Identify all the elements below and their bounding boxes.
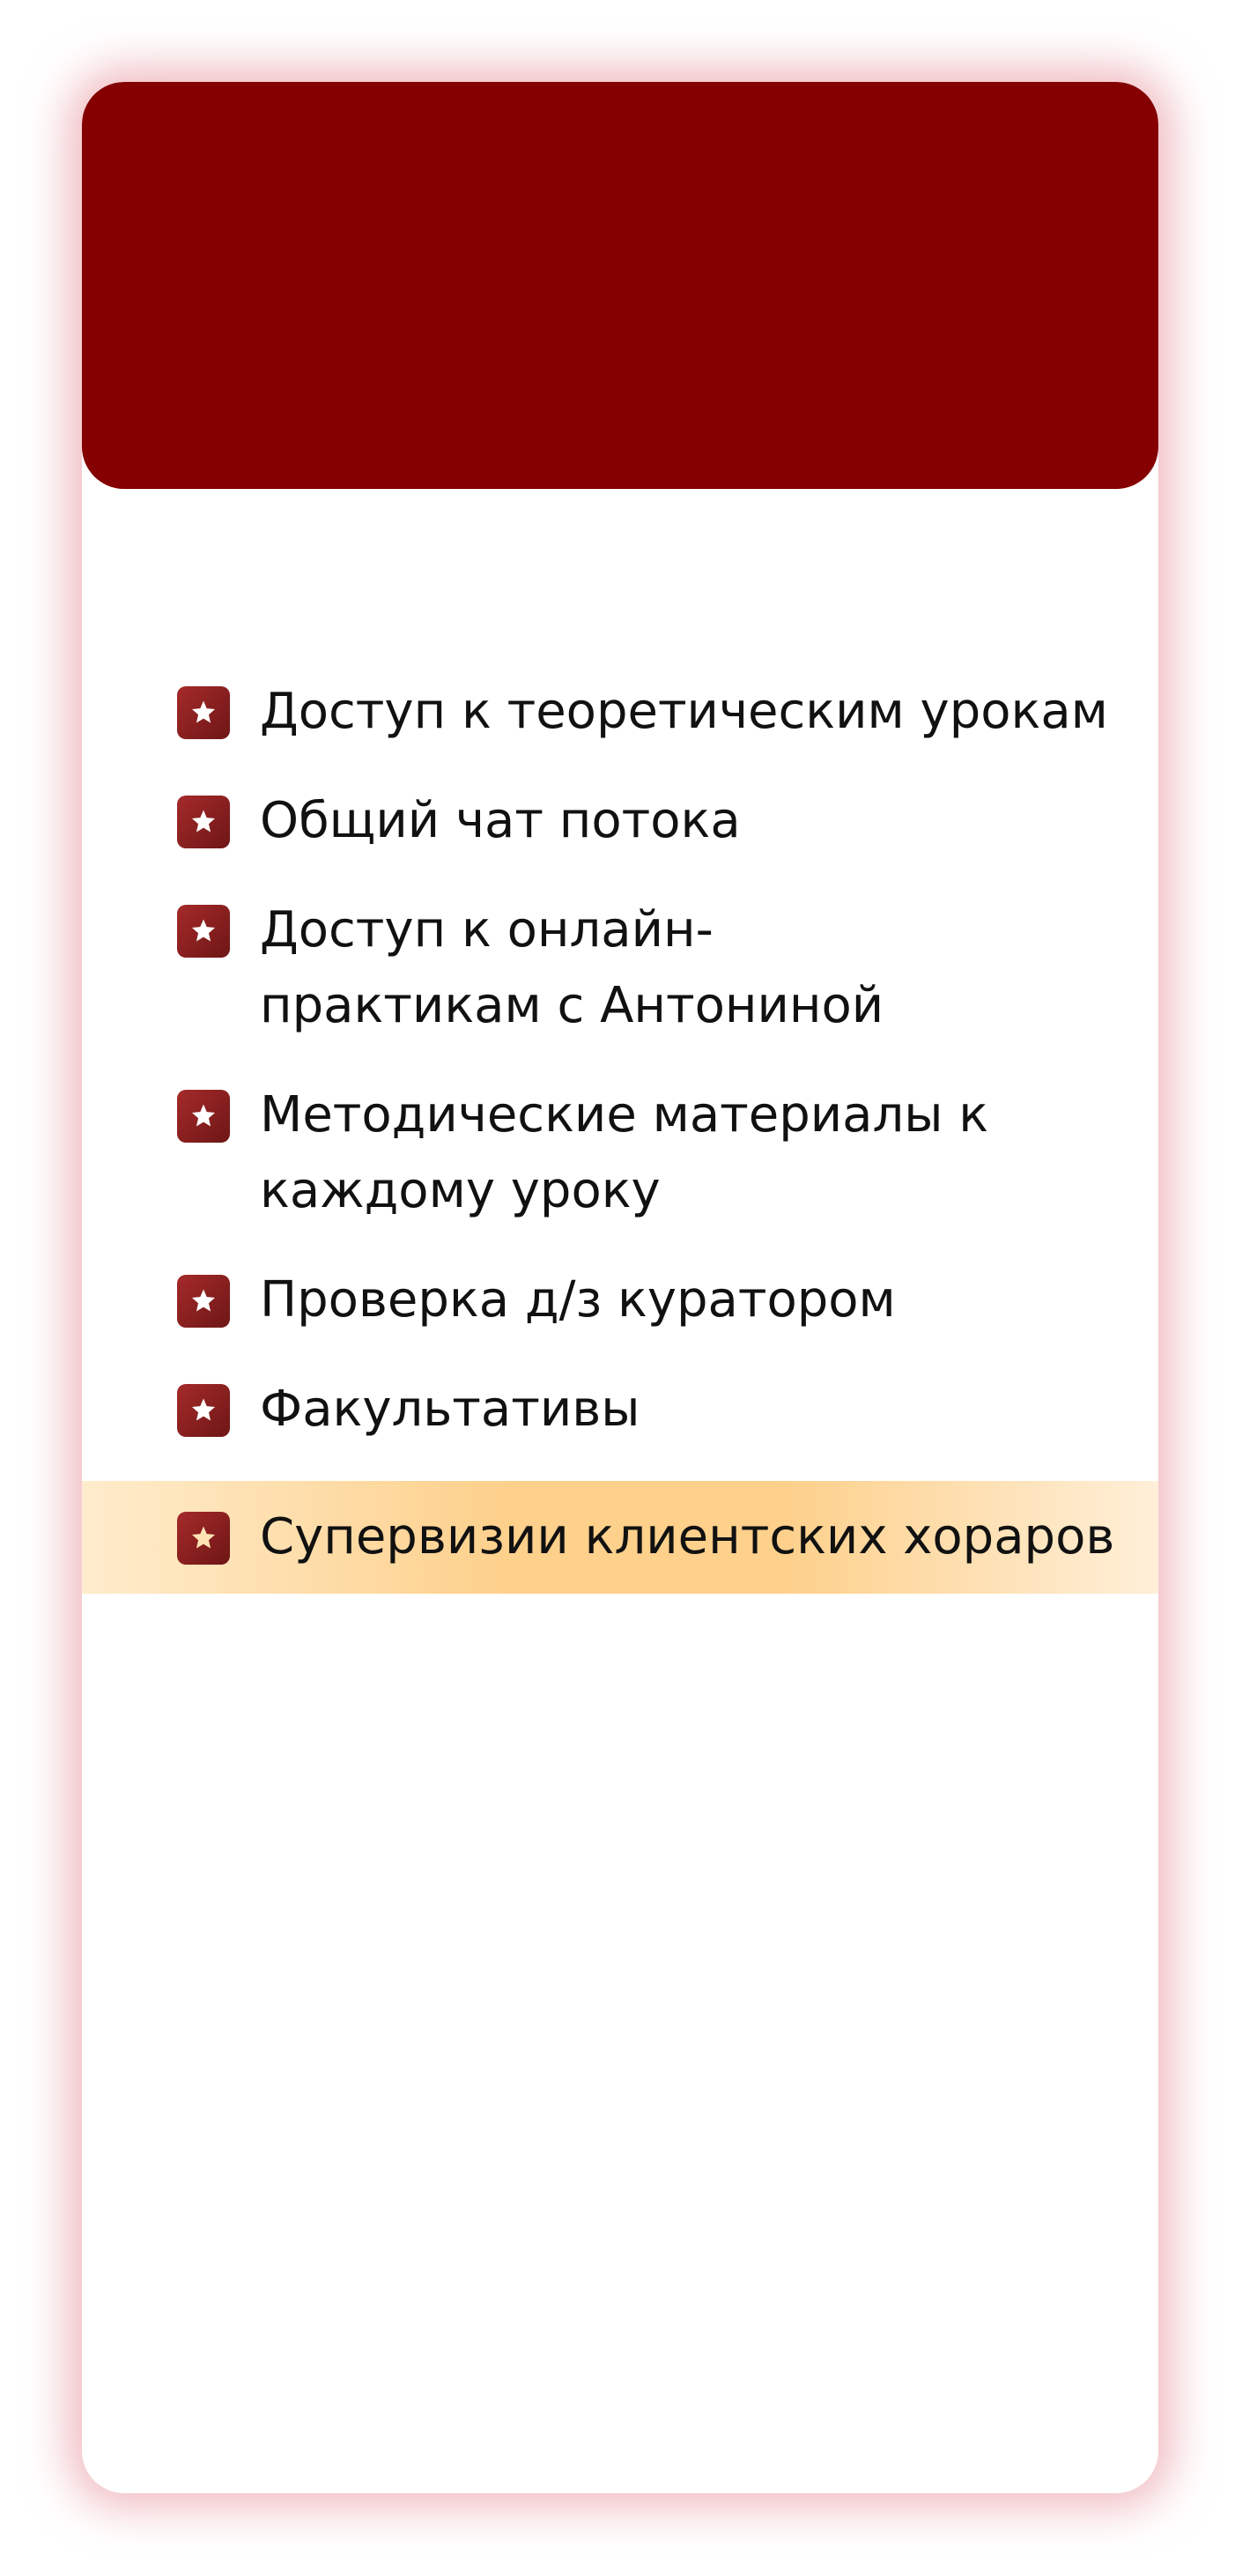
card-header xyxy=(82,82,1158,489)
star-icon xyxy=(177,796,230,848)
feature-list xyxy=(82,674,1158,1627)
feature-item xyxy=(82,1077,1158,1229)
pricing-card xyxy=(82,82,1158,2493)
feature-label: Доступ к теоретическим урокам xyxy=(260,683,1108,740)
feature-item xyxy=(82,1372,1158,1447)
feature-item xyxy=(82,892,1158,1044)
feature-label: Методические материалы к каждому уроку xyxy=(260,1086,989,1219)
star-icon xyxy=(177,1384,230,1437)
feature-item xyxy=(82,783,1158,859)
feature-item xyxy=(82,674,1158,750)
feature-label: Супервизии клиентских хораров xyxy=(260,1508,1115,1566)
star-icon xyxy=(177,1090,230,1143)
feature-label: Факультативы xyxy=(260,1381,640,1438)
star-icon xyxy=(177,905,230,958)
star-icon xyxy=(177,686,230,739)
feature-item xyxy=(82,1262,1158,1338)
feature-label: Общий чат потока xyxy=(260,792,741,849)
star-icon xyxy=(177,1512,230,1565)
feature-label: Доступ к онлайн-практикам с Антониной xyxy=(260,901,884,1034)
feature-item-highlighted xyxy=(82,1481,1158,1594)
star-icon xyxy=(177,1275,230,1328)
feature-label: Проверка д/з куратором xyxy=(260,1271,896,1329)
